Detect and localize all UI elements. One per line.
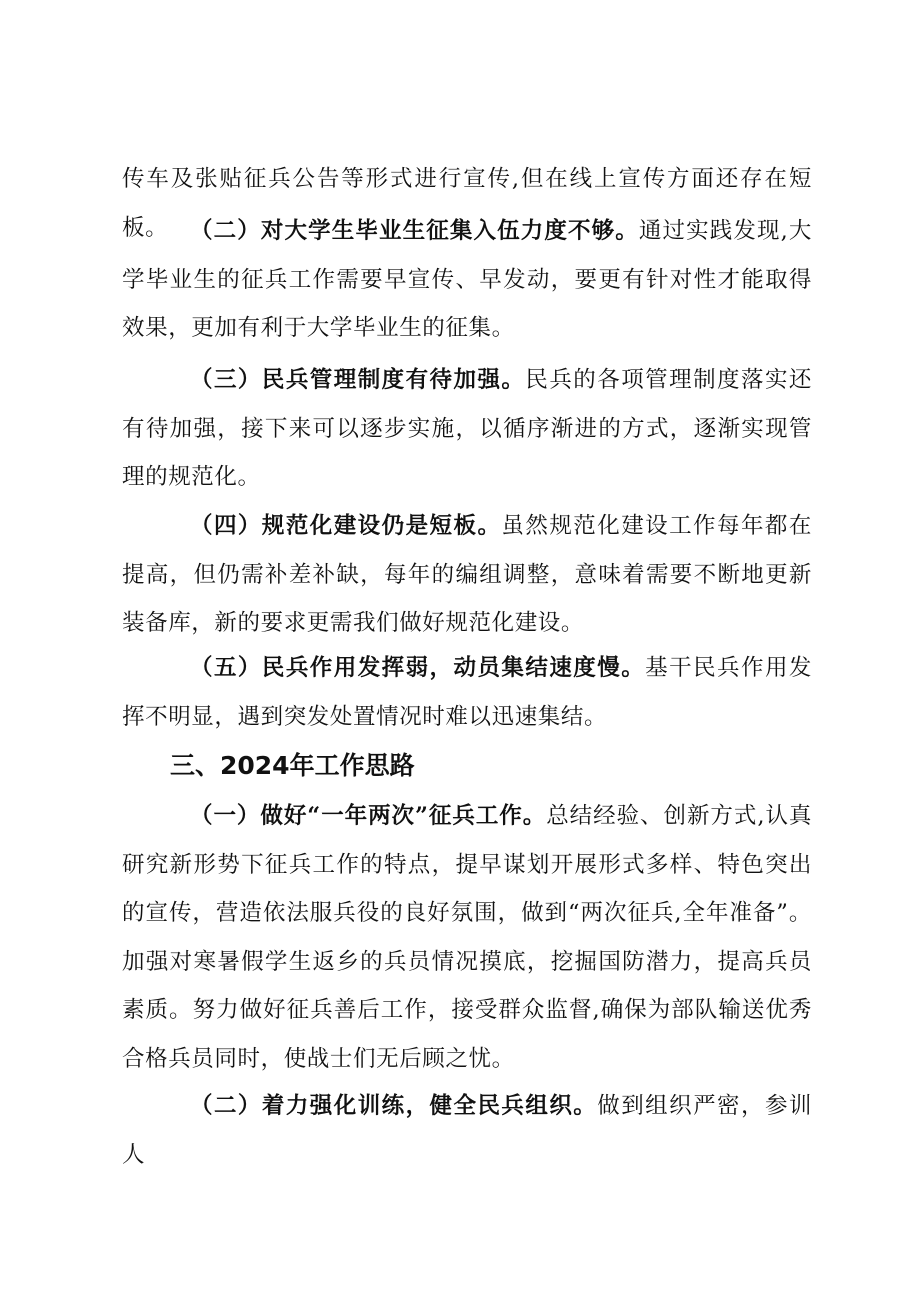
paragraph-lead: （四）规范化建设仍是短板。 [190, 513, 502, 539]
paragraph-7 [122, 1082, 812, 1179]
paragraph-text: 传车及张贴征兵公告等形式进行宣传,但在线上宣传方面还存在短板。 [122, 166, 812, 241]
paragraph-5 [122, 644, 812, 741]
paragraph-text: 基干民兵作用发挥不明显，遇到突发处置情况时难以迅速集结。 [122, 655, 813, 730]
paragraph-lead: （三）民兵管理制度有待加强。 [190, 367, 526, 393]
section-heading: 三、2024年工作思路 [170, 751, 415, 780]
paragraph-lead: （二）对大学生毕业生征集入伍力度不够。 [190, 218, 639, 244]
paragraph-lead: （五）民兵作用发挥弱，动员集结速度慢。 [190, 655, 646, 681]
paragraph-4 [122, 502, 812, 648]
paragraph-text: 做到组织严密，参训人 [122, 1093, 812, 1168]
paragraph-lead: （一）做好“一年两次”征兵工作。 [190, 803, 547, 829]
paragraph-text: 总结经验、创新方式,认真研究新形势下征兵工作的特点，提早谋划开展形式多样、特色突出的宣传，营造依法服兵役的良好氛围，做到“两次征兵,全年准备”。加强对寒暑假学生返乡的兵员情况摸底，挖掘国防潜力，提高兵员素质。努力做好征兵善后工作，接受群众监督,确保为部队输送优秀合格兵员同时，使战士们无后顾之忧。 [122, 803, 813, 1072]
paragraph-text: 虽然规范化建设工作每年都在提高，但仍需补差补缺，每年的编组调整，意味着需要不断地更新装备库，新的要求更需我们做好规范化建设。 [122, 513, 812, 636]
paragraph-text: 民兵的各项管理制度落实还有待加强，接下来可以逐步实施，以循序渐进的方式，逐渐实现管理的规范化。 [122, 367, 813, 490]
paragraph-lead: （二）着力强化训练，健全民兵组织。 [190, 1093, 598, 1119]
paragraph-6 [122, 792, 812, 1083]
paragraph-text: 通过实践发现,大学毕业生的征兵工作需要早宣传、早发动，要更有针对性才能取得效果，更加有利于大学毕业生的征集。 [122, 218, 813, 341]
paragraph-3 [122, 356, 812, 502]
paragraph-2 [122, 207, 812, 353]
